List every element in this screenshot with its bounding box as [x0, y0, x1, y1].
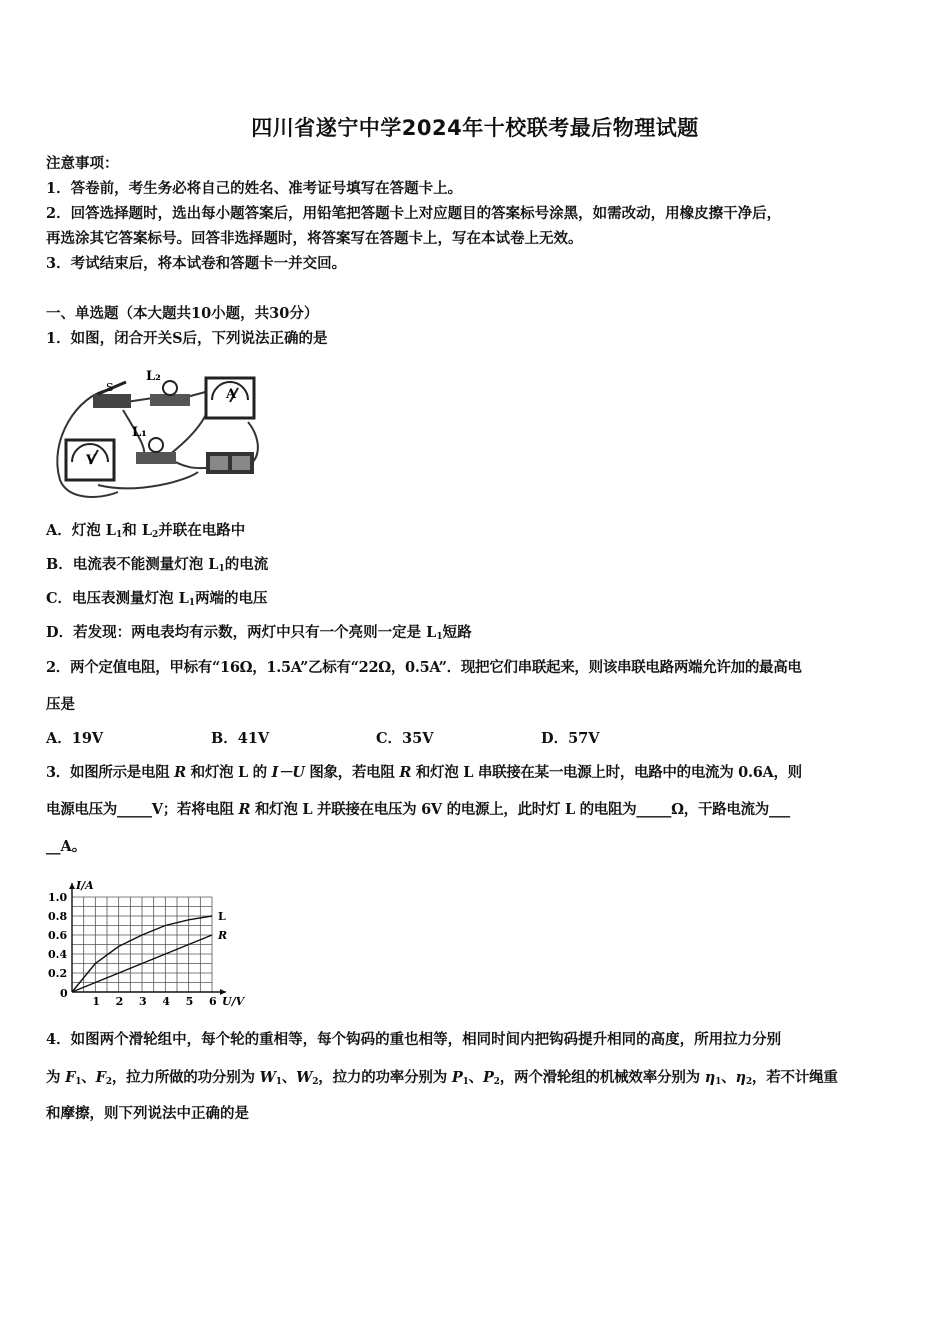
q1-option-c: C．电压表测量灯泡 $L_1$两端的电压 — [46, 590, 268, 608]
q3-stem: 3．如图所示是电阻 R 和灯泡 L 的 I－U 图象，若电阻 R 和灯泡 L 串联接在某一电源上时，电路中的电流为 0.6A，则 — [46, 764, 802, 781]
notice-item-2: 2．回答选择题时，选出每小题答案后，用铅笔把答题卡上对应题目的答案标号涂黑，如需改动，用橡皮擦干净后， — [46, 205, 782, 222]
q1-option-a: A．灯泡 $L_1$和 $L_2$并联在电路中 — [46, 522, 246, 540]
ammeter-label: A — [226, 387, 237, 402]
q4-stem-cont: 为 $F_1$、$F_2$，拉力所做的功分别为 $W_1$、$W_2$，拉力的功率分别为 $P_1$、$P_2$，两个滑轮组的机械效率分别为 $\eta_1$、$\eta_2$，若不计绳重 — [46, 1069, 838, 1087]
y-tick-label: 0.2 — [48, 967, 68, 980]
q2-stem-cont: 压是 — [46, 696, 75, 713]
q2-option-b: B．41V — [211, 730, 270, 747]
bulb-l2-icon — [150, 381, 190, 406]
origin-label: 0 — [60, 987, 68, 1000]
iu-chart — [40, 870, 245, 1010]
y-tick-label: 0.4 — [48, 948, 68, 961]
q2-stem: 2．两个定值电阻，甲标有“16Ω，1.5A”乙标有“22Ω，0.5A”．现把它们串联起来，则该串联电路两端允许加的最高电 — [46, 659, 802, 676]
x-tick-label: 6 — [209, 995, 217, 1008]
chart-ticks — [48, 879, 246, 1008]
q1-option-d: D．若发现：两电表均有示数，两灯中只有一个亮则一定是 $L_1$短路 — [46, 624, 472, 642]
x-tick-label: 1 — [92, 995, 100, 1008]
y-axis-arrow — [69, 883, 75, 889]
q1-option-b: B．电流表不能测量灯泡 $L_1$的电流 — [46, 556, 269, 574]
x-tick-label: 5 — [185, 995, 194, 1008]
q3-stem-end: __A。 — [46, 838, 87, 855]
series-label-R: R — [218, 929, 228, 942]
q3-stem-cont: 电源电压为_____V；若将电阻 R 和灯泡 L 并联接在电压为 6V 的电源上，此时灯 L 的电阻为_____Ω，干路电流为___ — [46, 801, 790, 818]
q2-option-c: C．35V — [376, 730, 434, 747]
notice-item-2-cont: 再选涂其它答案标号。回答非选择题时，将答案写在答题卡上，写在本试卷上无效。 — [46, 230, 583, 247]
switch-label: S — [106, 381, 114, 394]
q2-option-a: A．19V — [46, 730, 104, 747]
notice-item-3: 3．考试结束后，将本试卷和答题卡一并交回。 — [46, 255, 347, 272]
q4-stem-end: 和摩擦，则下列说法中正确的是 — [46, 1105, 249, 1122]
battery-icon — [206, 452, 254, 474]
y-tick-label: 0.6 — [48, 929, 68, 942]
q1-stem: 1．如图，闭合开关S后，下列说法正确的是 — [46, 330, 328, 347]
page-title: 四川省遂宁中学2024年十校联考最后物理试题 — [251, 116, 699, 140]
voltmeter-label: V — [86, 453, 97, 468]
q2-option-d: D．57V — [541, 730, 600, 747]
notice-heading: 注意事项： — [46, 155, 119, 172]
y-tick-label: 0.8 — [48, 910, 68, 923]
x-axis-label: U/V — [222, 995, 245, 1008]
y-tick-label: 1.0 — [48, 891, 68, 904]
circuit-figure — [48, 360, 278, 505]
l2-label: L₂ — [146, 369, 161, 384]
chart-grid — [72, 897, 212, 992]
series-label-L: L — [218, 910, 226, 923]
section-heading: 一、单选题（本大题共10小题，共30分） — [46, 305, 319, 322]
q4-stem: 4．如图两个滑轮组中，每个轮的重相等，每个钩码的重也相等，相同时间内把钩码提升相同的高度，所用拉力分别 — [46, 1031, 782, 1048]
notice-item-1: 1．答卷前，考生务必将自己的姓名、准考证号填写在答题卡上。 — [46, 180, 463, 197]
x-tick-label: 3 — [139, 995, 147, 1008]
x-tick-label: 2 — [115, 995, 124, 1008]
y-axis-label: I/A — [76, 879, 94, 892]
l1-label: L₁ — [132, 425, 147, 440]
x-tick-label: 4 — [162, 995, 170, 1008]
